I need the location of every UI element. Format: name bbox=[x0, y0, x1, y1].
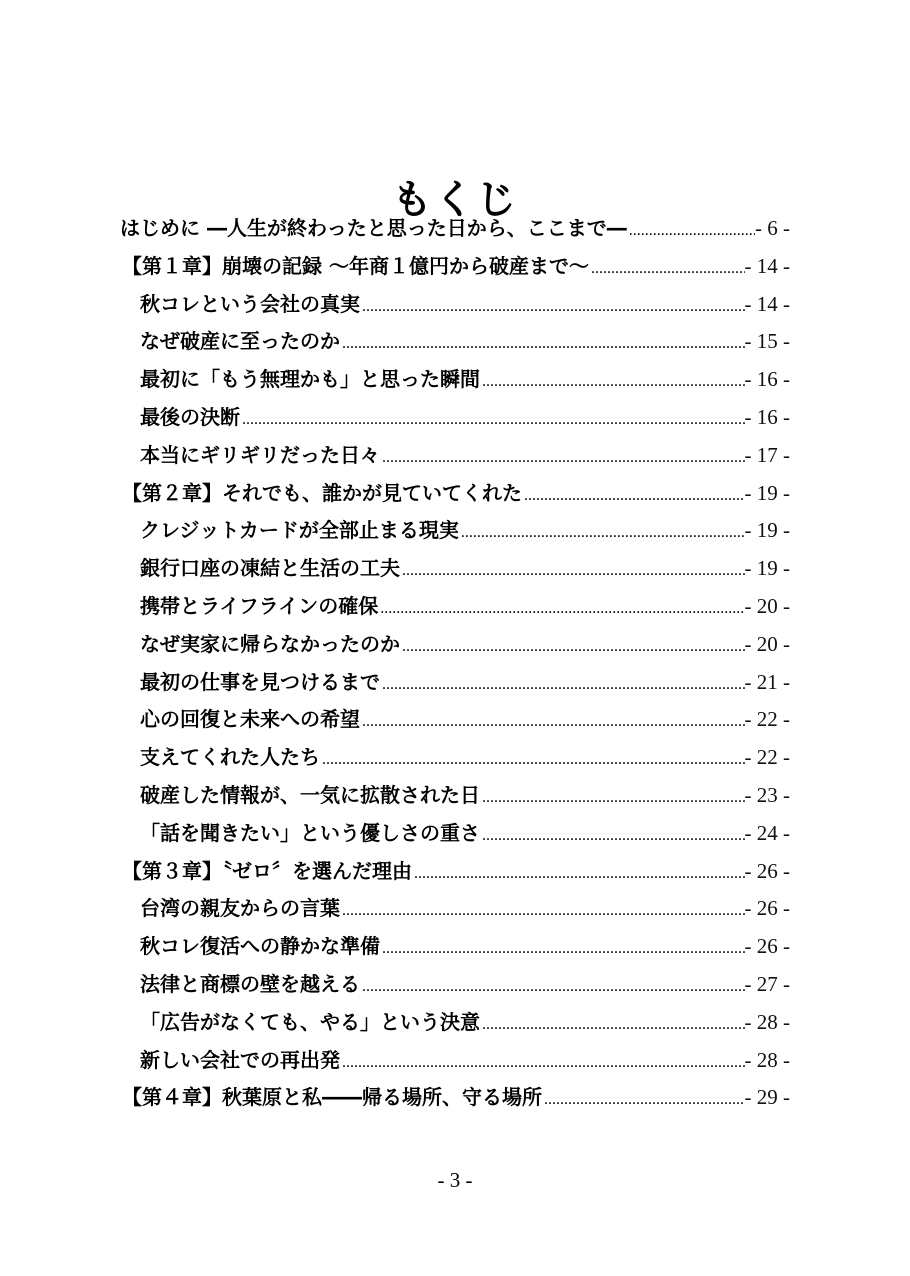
toc-entry bbox=[140, 664, 790, 701]
toc-entry-title: 最初に「もう無理かも」と思った瞬間 bbox=[140, 367, 480, 392]
dot-leader bbox=[482, 817, 745, 854]
toc-entry bbox=[140, 323, 790, 360]
dot-leader bbox=[322, 741, 745, 778]
toc-entry-title: なぜ実家に帰らなかったのか bbox=[140, 631, 400, 656]
dot-leader bbox=[382, 930, 745, 967]
toc-entry bbox=[140, 588, 790, 625]
toc-entry-page: - 27 - bbox=[744, 972, 790, 996]
toc-entry bbox=[140, 399, 790, 436]
toc-entry-page: - 23 - bbox=[744, 783, 790, 807]
page-title: もくじ bbox=[392, 176, 518, 223]
toc-entry-page: - 26 - bbox=[744, 934, 790, 959]
toc-entry-page: - 22 - bbox=[744, 745, 790, 770]
toc-entry-page: - 28 - bbox=[744, 1009, 790, 1034]
dot-leader bbox=[342, 1044, 745, 1081]
dot-leader bbox=[382, 439, 745, 476]
toc-entry-title: 銀行口座の凍結と生活の工夫 bbox=[140, 556, 400, 581]
dot-leader bbox=[342, 892, 745, 929]
toc-entry-title: 法律と商標の壁を越える bbox=[140, 972, 360, 996]
toc-entry-title: 「話を聞きたい」という優しさの重さ bbox=[140, 820, 480, 845]
dot-leader bbox=[482, 779, 745, 816]
toc-entry-title: 秋コレ復活への静かな準備 bbox=[140, 934, 380, 959]
dot-leader bbox=[242, 401, 745, 438]
toc-entry-title: 破産した情報が、一気に拡散された日 bbox=[140, 783, 480, 807]
toc-entry-page: - 6 - bbox=[755, 216, 790, 240]
toc-entry-title: 最後の決断 bbox=[140, 405, 240, 429]
dot-leader bbox=[402, 552, 745, 589]
toc-entry-page: - 26 - bbox=[744, 858, 790, 883]
toc-entry-page: - 14 - bbox=[744, 291, 790, 316]
dot-leader bbox=[362, 288, 745, 325]
toc-entry bbox=[140, 626, 790, 663]
toc-entry-page: - 24 - bbox=[744, 820, 790, 845]
toc-entry bbox=[140, 361, 790, 398]
dot-leader bbox=[402, 628, 745, 665]
toc-entry-title: 「広告がなくても、やる」という決意 bbox=[140, 1009, 480, 1034]
toc-entry-title: 新しい会社での再出発 bbox=[140, 1047, 340, 1072]
toc-entry bbox=[140, 437, 790, 474]
toc-entry-page: - 17 - bbox=[744, 442, 790, 467]
toc-entry-title: 【第３章】〝ゼロ〞を選んだ理由 bbox=[122, 858, 412, 883]
toc-entry bbox=[140, 966, 790, 1003]
toc-chapter-entry bbox=[122, 1079, 790, 1116]
toc-entry-title: 支えてくれた人たち bbox=[140, 745, 320, 770]
toc-entry-title: クレジットカードが全部止まる現実 bbox=[140, 518, 459, 543]
toc-entry-page: - 21 - bbox=[744, 669, 790, 694]
toc-entry bbox=[140, 550, 790, 587]
toc-entry-page: - 15 - bbox=[744, 329, 790, 354]
toc-entry-title: はじめに ―人生が終わったと思った日から、ここまで― bbox=[120, 216, 627, 240]
toc-entry-title: 【第１章】崩壊の記録 〜年商１億円から破産まで〜 bbox=[122, 253, 589, 278]
dot-leader bbox=[362, 968, 745, 1005]
toc-entry-title: 【第４章】秋葉原と私――帰る場所、守る場所 bbox=[122, 1085, 542, 1110]
toc-entry-title: 秋コレという会社の真実 bbox=[140, 291, 360, 316]
toc-entry-title: 携帯とライフラインの確保 bbox=[140, 594, 379, 618]
toc-entry bbox=[140, 701, 790, 738]
toc-chapter-entry bbox=[122, 853, 790, 890]
dot-leader bbox=[362, 703, 745, 740]
toc-entry bbox=[140, 777, 790, 814]
toc-entry bbox=[140, 890, 790, 927]
toc-entry bbox=[140, 512, 790, 549]
toc-entry bbox=[140, 1042, 790, 1079]
dot-leader bbox=[591, 250, 745, 287]
toc-entry-page: - 22 - bbox=[744, 707, 790, 732]
toc-entry-page: - 19 - bbox=[744, 556, 790, 581]
dot-leader bbox=[414, 855, 745, 892]
dot-leader bbox=[380, 590, 744, 627]
toc-entry-title: 心の回復と未来への希望 bbox=[140, 707, 360, 732]
toc-entry-page: - 29 - bbox=[744, 1085, 790, 1110]
toc-entry bbox=[120, 210, 790, 247]
toc-entry-page: - 26 - bbox=[744, 896, 790, 921]
toc-entry bbox=[140, 1004, 790, 1041]
toc-entry-page: - 16 - bbox=[744, 367, 790, 392]
toc-entry bbox=[140, 286, 790, 323]
toc-entry-page: - 16 - bbox=[744, 405, 790, 429]
toc-entry-page: - 20 - bbox=[744, 594, 790, 618]
dot-leader bbox=[524, 477, 745, 514]
toc-entry-page: - 28 - bbox=[744, 1047, 790, 1072]
toc-entry-page: - 19 - bbox=[744, 480, 790, 505]
toc-entry-title: なぜ破産に至ったのか bbox=[140, 329, 340, 354]
toc-entry-title: 台湾の親友からの言葉 bbox=[140, 896, 340, 921]
toc-entry-title: 最初の仕事を見つけるまで bbox=[140, 669, 380, 694]
dot-leader bbox=[544, 1081, 745, 1118]
dot-leader bbox=[382, 666, 745, 703]
dot-leader bbox=[629, 212, 755, 249]
toc-entry-page: - 19 - bbox=[744, 518, 790, 543]
toc-chapter-entry bbox=[122, 248, 790, 285]
toc-entry-title: 本当にギリギリだった日々 bbox=[140, 442, 380, 467]
page-number: - 3 - bbox=[437, 1168, 473, 1192]
dot-leader bbox=[482, 1006, 745, 1043]
toc-entry bbox=[140, 815, 790, 852]
dot-leader bbox=[461, 514, 745, 551]
toc-entry-page: - 14 - bbox=[744, 253, 790, 278]
dot-leader bbox=[482, 363, 745, 400]
toc-chapter-entry bbox=[122, 475, 790, 512]
dot-leader bbox=[342, 325, 745, 362]
toc-entry bbox=[140, 928, 790, 965]
toc-entry-page: - 20 - bbox=[744, 631, 790, 656]
toc-entry bbox=[140, 739, 790, 776]
toc-entry-title: 【第２章】それでも、誰かが見ていてくれた bbox=[122, 480, 522, 505]
